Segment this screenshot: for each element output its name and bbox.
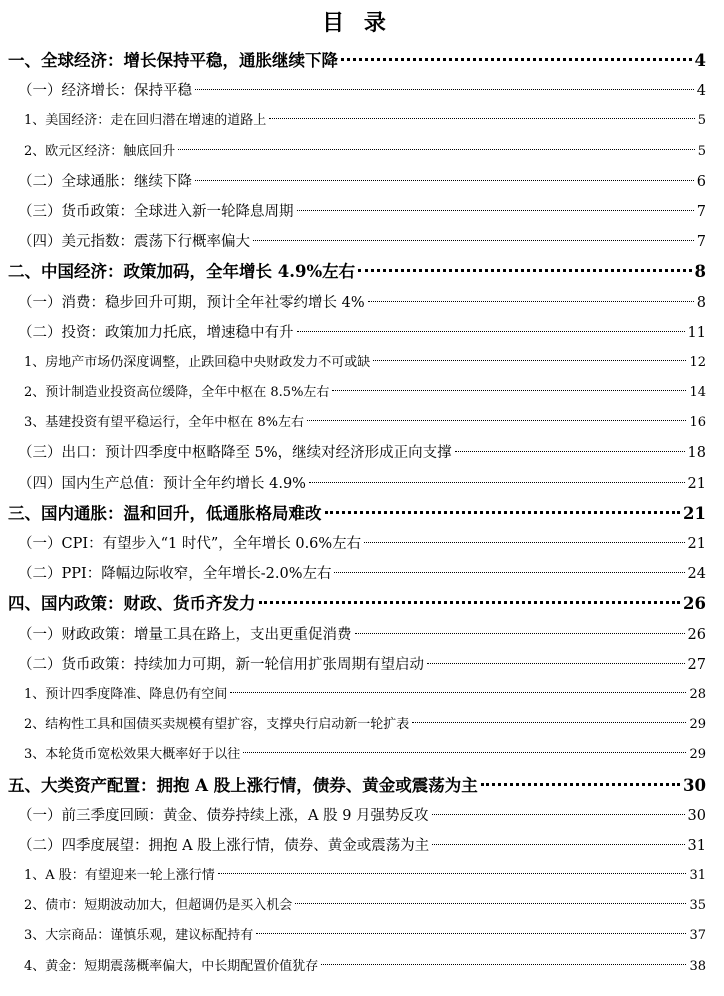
toc-entry-page-number: 4 [696, 83, 706, 100]
toc-entry-label: （一）消费：稳步回升可期，预计全年社零约增长 4% [18, 294, 365, 311]
toc-entry-label: 2、欧元区经济：触底回升 [24, 143, 176, 159]
dot-leader [253, 240, 694, 241]
toc-entry-level-2[interactable] [8, 620, 706, 650]
toc-entry-page-number: 31 [687, 837, 706, 854]
toc-entry-page-number: 8 [696, 294, 706, 311]
toc-entry-label: 3、本轮货币宽松效果大概率好于以往 [24, 747, 241, 763]
toc-entry-page-number: 5 [697, 143, 706, 159]
toc-entry-label: 2、预计制造业投资高位缓降，全年中枢在 8.5%左右 [24, 385, 330, 401]
toc-entry-label: （四）美元指数：震荡下行概率偏大 [18, 234, 250, 251]
dot-leader [364, 542, 684, 543]
toc-entry-label: （二）PPI：降幅边际收窄，全年增长-2.0%左右 [18, 566, 332, 583]
toc-entry-page-number: 6 [696, 173, 706, 190]
toc-entry-page-number: 27 [687, 656, 706, 673]
dot-leader [218, 873, 687, 874]
toc-entry-label: （二）投资：政策加力托底，增速稳中有升 [18, 324, 294, 341]
toc-entry-page-number: 12 [689, 354, 706, 370]
dot-leader [341, 58, 692, 61]
toc-entry-label: （二）货币政策：持续加力可期，新一轮信用扩张周期有望启动 [18, 656, 424, 673]
toc-entry-page-number: 35 [689, 898, 706, 914]
toc-entry-level-3[interactable] [8, 378, 706, 408]
toc-entry-label: （一）财政政策：增量工具在路上，支出更重促消费 [18, 626, 352, 643]
toc-entry-level-2[interactable] [8, 438, 706, 468]
toc-entry-label: （三）货币政策：全球进入新一轮降息周期 [18, 203, 294, 220]
toc-entry-level-1[interactable] [8, 771, 706, 801]
toc-entry-level-2[interactable] [8, 559, 706, 589]
toc-entry-page-number: 37 [689, 928, 706, 944]
toc-entry-label: 二、中国经济：政策加码，全年增长 4.9%左右 [8, 262, 356, 282]
dot-leader [332, 390, 686, 391]
dot-leader [412, 722, 686, 723]
toc-entry-label: 1、预计四季度降准、降息仍有空间 [24, 686, 228, 702]
toc-entry-level-2[interactable] [8, 197, 706, 227]
page-title: 目 录 [322, 10, 392, 36]
toc-entry-label: （三）出口：预计四季度中枢略降至 5%，继续对经济形成正向支撑 [18, 445, 452, 462]
toc-entry-page-number: 29 [689, 717, 706, 733]
dot-leader [259, 601, 681, 604]
toc-entry-label: （一）前三季度回顾：黄金、债券持续上涨，A 股 9 月强势反攻 [18, 807, 429, 824]
toc-entry-label: 3、大宗商品：谨慎乐观，建议标配持有 [24, 928, 254, 944]
dot-leader [178, 149, 694, 150]
toc-entry-label: （二）四季度展望：拥抱 A 股上涨行情，债券、黄金或震荡为主 [18, 837, 430, 854]
toc-entry-level-2[interactable] [8, 76, 706, 106]
dot-leader [243, 752, 686, 753]
toc-entry-level-3[interactable] [8, 891, 706, 921]
toc-entry-page-number: 21 [687, 536, 706, 552]
toc-entry-page-number: 24 [687, 566, 706, 583]
dot-leader [295, 903, 686, 904]
dot-leader [269, 118, 694, 119]
toc-entry-page-number: 8 [694, 262, 706, 282]
toc-entry-page-number: 18 [687, 445, 706, 462]
toc-entry-label: 3、基建投资有望平稳运行，全年中枢在 8%左右 [24, 415, 305, 431]
dot-leader [481, 783, 680, 786]
toc-entry-page-number: 30 [687, 807, 706, 824]
toc-entry-level-3[interactable] [8, 921, 706, 951]
toc-entry-level-2[interactable] [8, 529, 706, 559]
toc-entry-page-number: 30 [683, 775, 706, 795]
toc-entry-level-3[interactable] [8, 106, 706, 136]
toc-entry-label: 三、国内通胀：温和回升，低通胀格局难改 [8, 503, 322, 523]
dot-leader [297, 210, 694, 211]
toc-entry-label: （一）CPI：有望步入“1 时代”，全年增长 0.6%左右 [18, 536, 362, 552]
toc-entry-page-number: 14 [689, 385, 706, 401]
toc-entry-label: 四、国内政策：财政、货币齐发力 [8, 594, 256, 614]
toc-entry-page-number: 28 [689, 686, 706, 702]
toc-entry-level-3[interactable] [8, 952, 706, 982]
dot-leader [195, 180, 694, 181]
dot-leader [325, 511, 681, 514]
toc-entry-level-3[interactable] [8, 680, 706, 710]
dot-leader [297, 331, 685, 332]
dot-leader [455, 451, 685, 452]
dot-leader [256, 933, 686, 934]
toc-entry-level-1[interactable] [8, 46, 706, 76]
toc-entry-page-number: 21 [683, 503, 706, 523]
toc-entry-level-3[interactable] [8, 137, 706, 167]
dot-leader [355, 633, 685, 634]
dot-leader [321, 964, 686, 965]
toc-entry-label: 1、A 股：有望迎来一轮上涨行情 [24, 868, 215, 884]
toc-entry-level-1[interactable] [8, 257, 706, 287]
toc-entry-label: 1、美国经济：走在回归潜在增速的道路上 [24, 113, 267, 129]
toc-entry-label: 2、结构性工具和国债买卖规模有望扩容，支撑央行启动新一轮扩表 [24, 717, 410, 733]
dot-leader [230, 692, 686, 693]
dot-leader [195, 89, 694, 90]
toc-entry-level-3[interactable] [8, 348, 706, 378]
toc-entry-level-3[interactable] [8, 861, 706, 891]
toc-entry-label: 2、债市：短期波动加大，但超调仍是买入机会 [24, 898, 293, 914]
toc-entry-label: （一）经济增长：保持平稳 [18, 83, 192, 100]
toc-entry-level-2[interactable] [8, 831, 706, 861]
toc-entry-page-number: 4 [694, 51, 706, 70]
dot-leader [358, 269, 691, 272]
dot-leader [373, 360, 686, 361]
toc-list [8, 46, 706, 982]
toc-entry-page-number: 29 [689, 747, 706, 763]
toc-entry-level-2[interactable] [8, 227, 706, 257]
toc-entry-level-2[interactable] [8, 650, 706, 680]
toc-entry-level-2[interactable] [8, 288, 706, 318]
toc-entry-page-number: 38 [689, 958, 706, 974]
toc-entry-level-2[interactable] [8, 469, 706, 499]
toc-entry-page-number: 16 [689, 415, 706, 431]
toc-entry-level-2[interactable] [8, 167, 706, 197]
dot-leader [334, 572, 684, 573]
toc-entry-page-number: 7 [696, 203, 706, 220]
toc-entry-label: 五、大类资产配置：拥抱 A 股上涨行情，债券、黄金或震荡为主 [8, 775, 478, 795]
toc-entry-level-3[interactable] [8, 710, 706, 740]
toc-entry-level-3[interactable] [8, 408, 706, 438]
toc-entry-level-2[interactable] [8, 801, 706, 831]
toc-entry-page-number: 26 [687, 626, 706, 643]
dot-leader [368, 301, 694, 302]
toc-entry-label: （四）国内生产总值：预计全年约增长 4.9% [18, 475, 306, 492]
dot-leader [427, 663, 685, 664]
dot-leader [432, 814, 685, 815]
toc-entry-label: 1、房地产市场仍深度调整，止跌回稳中央财政发力不可或缺 [24, 354, 371, 370]
toc-entry-page-number: 7 [696, 234, 706, 251]
dot-leader [307, 420, 686, 421]
toc-entry-page-number: 31 [689, 868, 706, 884]
toc-entry-page-number: 26 [683, 594, 706, 614]
toc-entry-level-3[interactable] [8, 740, 706, 770]
toc-entry-label: （二）全球通胀：继续下降 [18, 173, 192, 190]
dot-leader [309, 482, 685, 483]
toc-entry-label: 4、黄金：短期震荡概率偏大，中长期配置价值犹存 [24, 958, 319, 974]
toc-entry-page-number: 11 [687, 324, 706, 341]
toc-entry-level-1[interactable] [8, 499, 706, 529]
toc-entry-page-number: 5 [697, 113, 706, 129]
toc-entry-level-1[interactable] [8, 589, 706, 619]
dot-leader [432, 844, 684, 845]
toc-entry-label: 一、全球经济：增长保持平稳，通胀继续下降 [8, 51, 338, 70]
toc-entry-page-number: 21 [687, 475, 706, 492]
toc-entry-level-2[interactable] [8, 318, 706, 348]
